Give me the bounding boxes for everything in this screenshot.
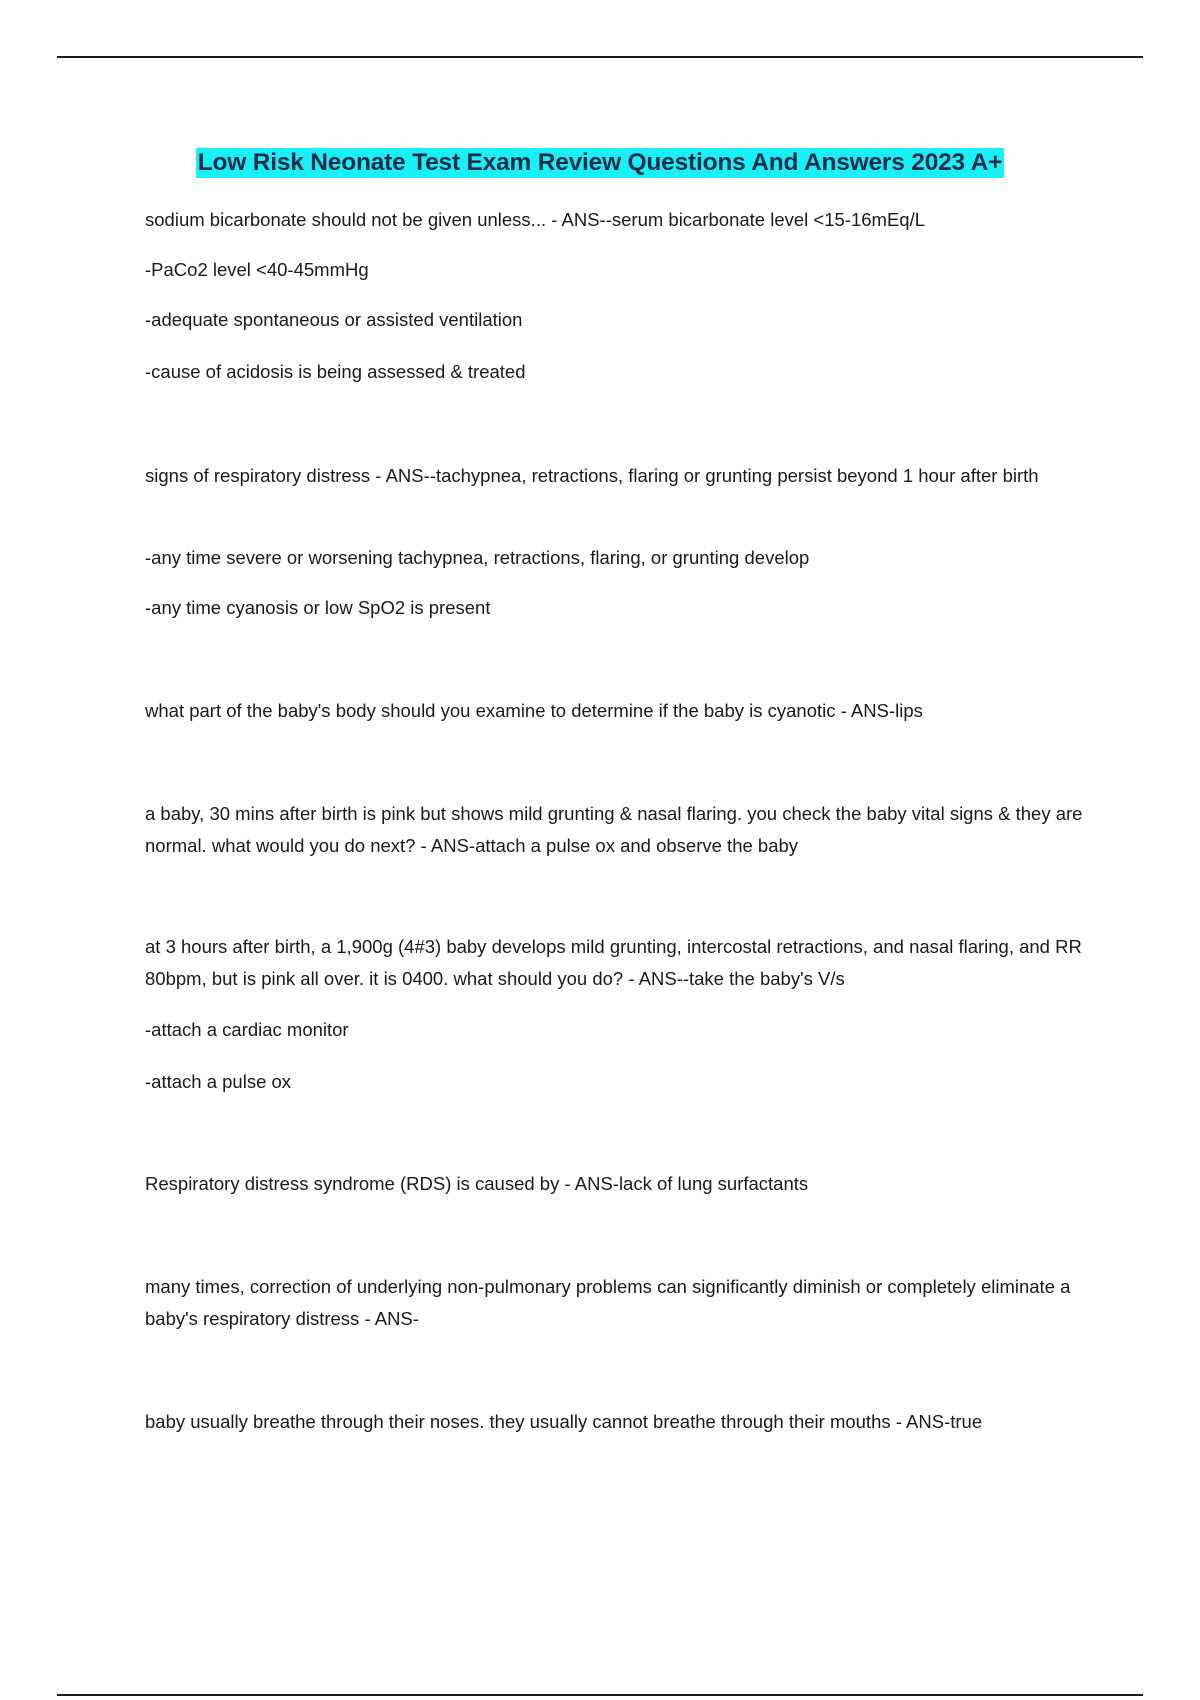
qa-line-10: at 3 hours after birth, a 1,900g (4#3) baby develops mild grunting, intercostal retractions, and nasal flaring, and RR 80bpm, but is pink all over. it is 0400. what should you do? - ANS--take the baby's V/s	[145, 936, 1087, 989]
qa-line-11: -attach a cardiac monitor	[145, 1019, 349, 1040]
bottom-rule	[57, 1694, 1143, 1696]
qa-line-13: Respiratory distress syndrome (RDS) is caused by - ANS-lack of lung surfactants	[145, 1173, 809, 1194]
qa-line-4: -cause of acidosis is being assessed & treated	[145, 361, 526, 382]
qa-line-15: baby usually breathe through their noses. they usually cannot breathe through their mouths - ANS-true	[145, 1411, 983, 1432]
qa-line-7: -any time cyanosis or low SpO2 is present	[145, 597, 491, 618]
top-rule	[57, 56, 1143, 58]
title-container	[0, 148, 1200, 178]
qa-line-9: a baby, 30 mins after birth is pink but shows mild grunting & nasal flaring. you check the baby vital signs & they are normal. what would you do next? - ANS-attach a pulse ox and observe the baby	[145, 803, 1088, 856]
qa-line-2: -PaCo2 level <40-45mmHg	[145, 259, 369, 280]
qa-line-1: sodium bicarbonate should not be given unless... - ANS--serum bicarbonate level <15-16mEq/L	[145, 209, 926, 230]
qa-line-3: -adequate spontaneous or assisted ventilation	[145, 309, 523, 330]
qa-line-6: -any time severe or worsening tachypnea, retractions, flaring, or grunting develop	[145, 547, 810, 568]
qa-line-8: what part of the baby's body should you examine to determine if the baby is cyanotic - ANS-lips	[145, 700, 923, 721]
document-title: Low Risk Neonate Test Exam Review Questions And Answers 2023 A+	[197, 149, 1003, 176]
qa-line-12: -attach a pulse ox	[145, 1071, 292, 1092]
qa-line-14: many times, correction of underlying non-pulmonary problems can significantly diminish or completely eliminate a baby's respiratory distress - ANS-	[145, 1276, 1076, 1329]
qa-line-5: signs of respiratory distress - ANS--tachypnea, retractions, flaring or grunting persist beyond 1 hour after birth	[145, 465, 1039, 486]
